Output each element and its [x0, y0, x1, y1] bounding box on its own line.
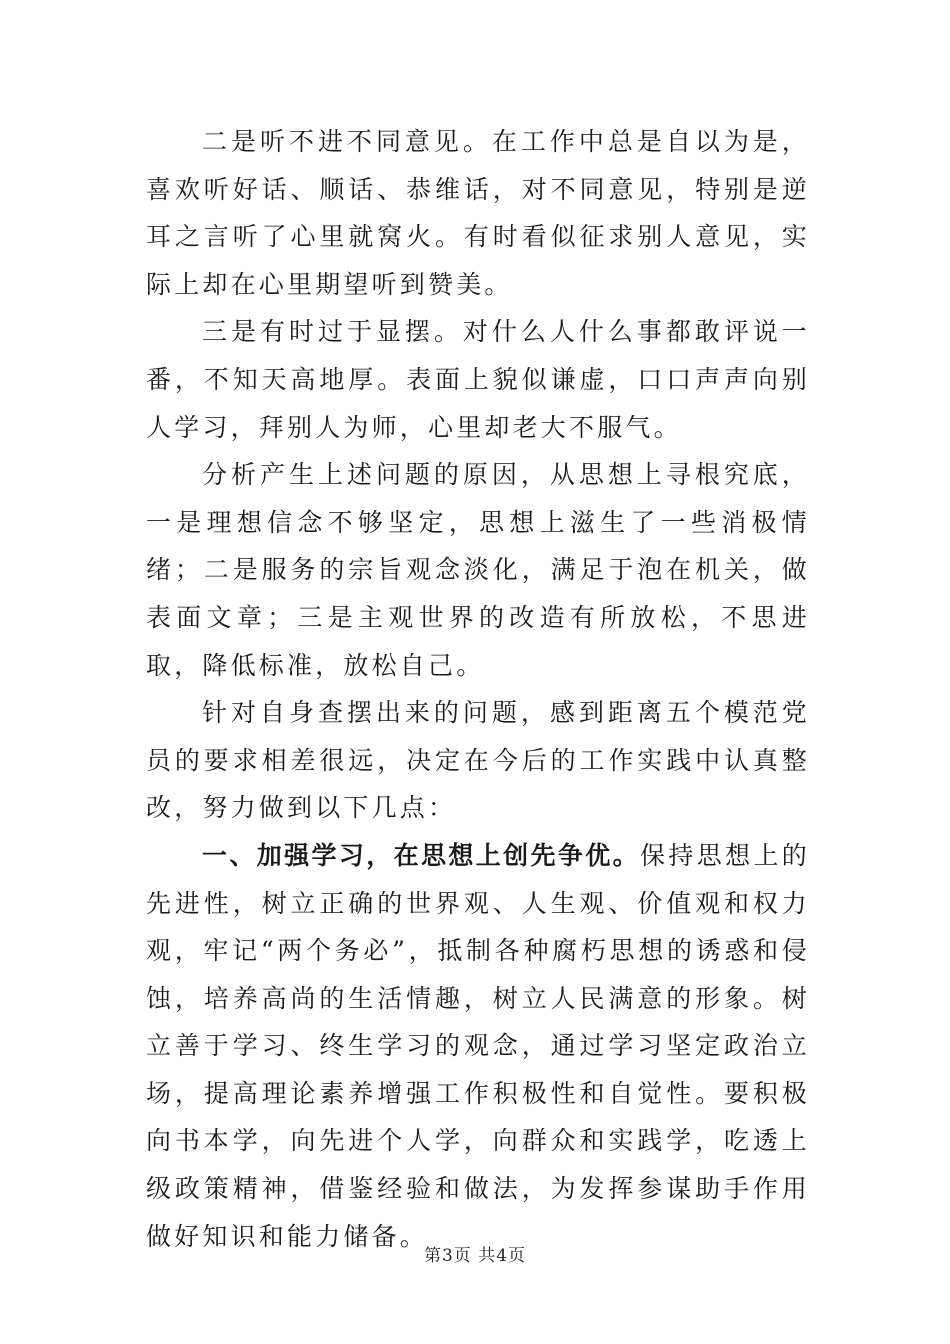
page-number-footer: 第3页 共4页: [423, 1246, 527, 1266]
paragraph-text: 保持思想上的先进性，树立正确的世界观、人生观、价值观和权力观，牢记“两个务必”，抵制各种腐朽思想的诱惑和侵蚀，培养高尚的生活情趣，树立人民满意的形象。树立善于学习、终生学习的观念，通过学习坚定政治立场，提高理论素养增强工作积极性和自觉性。要积极向书本学，向先进个人学，向群众和实践学，吃透上级政策精神，借鉴经验和做法，为发挥参谋助手作用做好知识和能力储备。: [146, 840, 811, 1251]
paragraph-disagreement: [146, 118, 810, 308]
paragraph-showing-off: [146, 308, 810, 451]
paragraph-text: 分析产生上述问题的原因，从思想上寻根究底，一是理想信念不够坚定，思想上滋生了一些消极情绪；二是服务的宗旨观念淡化，满足于泡在机关，做表面文章；三是主观世界的改造有所放松，不思进取，降低标准，放松自己。: [146, 460, 810, 680]
document-body: [146, 118, 810, 1260]
paragraph-heading: 一、加强学习，在思想上创先争优。: [202, 840, 640, 870]
paragraph-text: 二是听不进不同意见。在工作中总是自以为是，喜欢听好话、顺话、恭维话，对不同意见，特别是逆耳之言听了心里就窝火。有时看似征求别人意见，实际上却在心里期望听到赞美。: [146, 127, 810, 299]
paragraph-strengthen-learning: [146, 832, 810, 1260]
paragraph-text: 三是有时过于显摆。对什么人什么事都敢评说一番，不知天高地厚。表面上貌似谦虚，口口声声向别人学习，拜别人为师，心里却老大不服气。: [146, 317, 810, 442]
paragraph-text: 针对自身查摆出来的问题，感到距离五个模范党员的要求相差很远，决定在今后的工作实践中认真整改，努力做到以下几点：: [146, 698, 810, 823]
paragraph-cause-analysis: [146, 451, 810, 689]
paragraph-rectification-intro: [146, 689, 810, 832]
